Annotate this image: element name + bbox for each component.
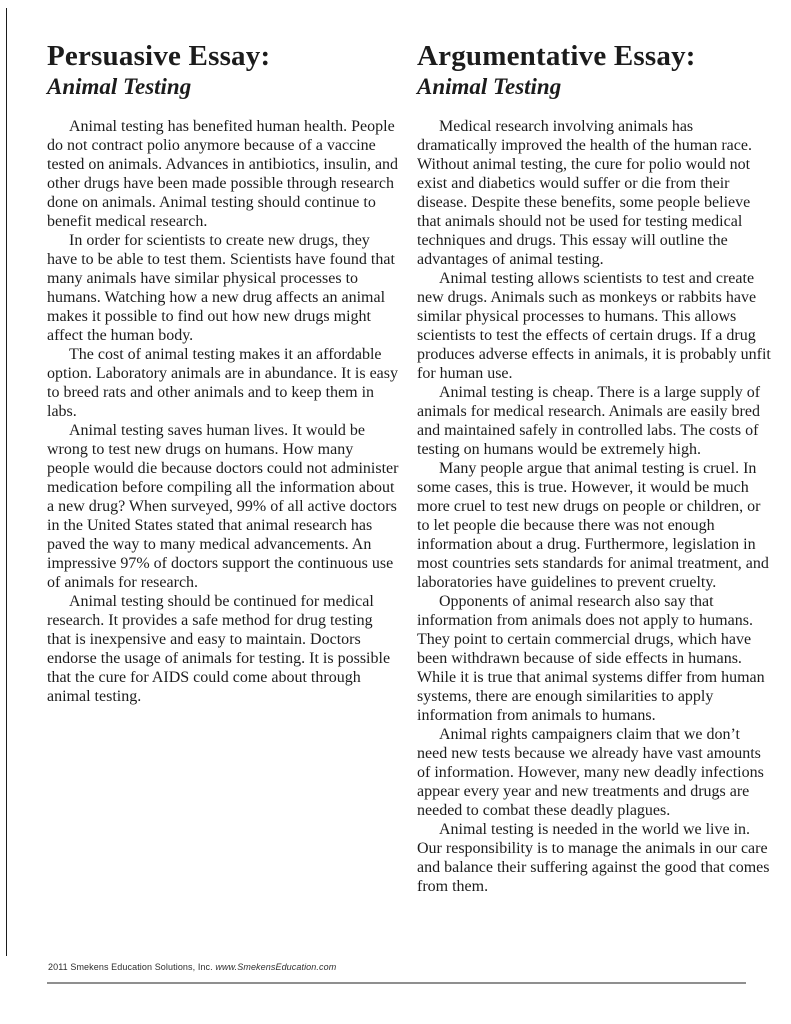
argumentative-essay-title: Argumentative Essay:: [417, 40, 696, 72]
paragraph: Opponents of animal research also say that information from animals does not apply to humans. They point to certain commercial drugs, which have been withdrawn because of side effects in humans. While it is true that animal systems differ from human systems, there are enough similarities to apply information from animals to humans.: [417, 593, 765, 724]
persuasive-essay-title: Persuasive Essay:: [47, 40, 271, 72]
paragraph: The cost of animal testing makes it an affordable option. Laboratory animals are in abundance. It is easy to breed rats and other animals and to keep them in labs.: [47, 346, 398, 420]
page-edge-line: [6, 8, 7, 956]
paragraph: In order for scientists to create new drugs, they have to be able to test them. Scientists have found that many animals have similar physical processes to humans. Watching how a new drug affects an animal makes it possible to find out how new drugs might affect the human body.: [47, 232, 395, 344]
footer-credit-text: 2011 Smekens Education Solutions, Inc.: [48, 962, 213, 972]
persuasive-essay-column: [47, 40, 399, 706]
paragraph: Medical research involving animals has dramatically improved the health of the human race. Without animal testing, the cure for polio would not exist and diabetics would suffer or die from their disease. Despite these benefits, some people believe that animals should not be used for testing medical techniques and drugs. This essay will outline the advantages of animal testing.: [417, 118, 752, 268]
paragraph: Animal testing allows scientists to test and create new drugs. Animals such as monkeys or rabbits have similar physical processes to humans. This allows scientists to test the effects of certain drugs. If a drug produces adverse effects in animals, it is probably unfit for human use.: [417, 270, 771, 382]
argumentative-essay-column: [417, 40, 773, 896]
paragraph: Animal rights campaigners claim that we don’t need new tests because we already have vast amounts of information. However, many new deadly infections appear every year and new treatments and drugs are needed to combat these deadly plagues.: [417, 726, 764, 819]
paragraph: Animal testing should be continued for medical research. It provides a safe method for drug testing that is inexpensive and easy to maintain. Doctors endorse the usage of animals for testing. It is possible that the cure for AIDS could come about through animal testing.: [47, 593, 391, 705]
paragraph: Many people argue that animal testing is cruel. In some cases, this is true. However, it would be much more cruel to test new drugs on people or children, or to let people die because there was not enough information about a drug. Furthermore, legislation in most countries sets standards for animal treatment, and laboratories have guidelines to prevent cruelty.: [417, 460, 769, 591]
footer-credit: [48, 962, 336, 972]
paragraph: Animal testing has benefited human health. People do not contract polio anymore because of a vaccine tested on animals. Advances in antibiotics, insulin, and other drugs have been made possible through research done on animals. Animal testing should continue to benefit medical research.: [47, 118, 399, 230]
footer-website: www.SmekensEducation.com: [215, 962, 337, 972]
paragraph: Animal testing is needed in the world we live in. Our responsibility is to manage the animals in our care and balance their suffering against the good that comes from them.: [417, 821, 770, 895]
persuasive-essay-subtitle: Animal Testing: [47, 74, 192, 99]
persuasive-essay-body: [47, 117, 399, 706]
paragraph: Animal testing is cheap. There is a large supply of animals for medical research. Animals are easily bred and maintained safely in controlled labs. The costs of testing on humans would be extremely high.: [417, 384, 761, 458]
footer-divider: [47, 982, 746, 984]
argumentative-essay-body: [417, 117, 773, 896]
argumentative-essay-subtitle: Animal Testing: [417, 74, 562, 99]
paragraph: Animal testing saves human lives. It would be wrong to test new drugs on humans. How many people would die because doctors could not administer medication before compiling all the information about a new drug? When surveyed, 99% of all active doctors in the United States stated that animal research has paved the way to many medical advancements. An impressive 97% of doctors support the continuous use of animals for research.: [47, 422, 399, 591]
